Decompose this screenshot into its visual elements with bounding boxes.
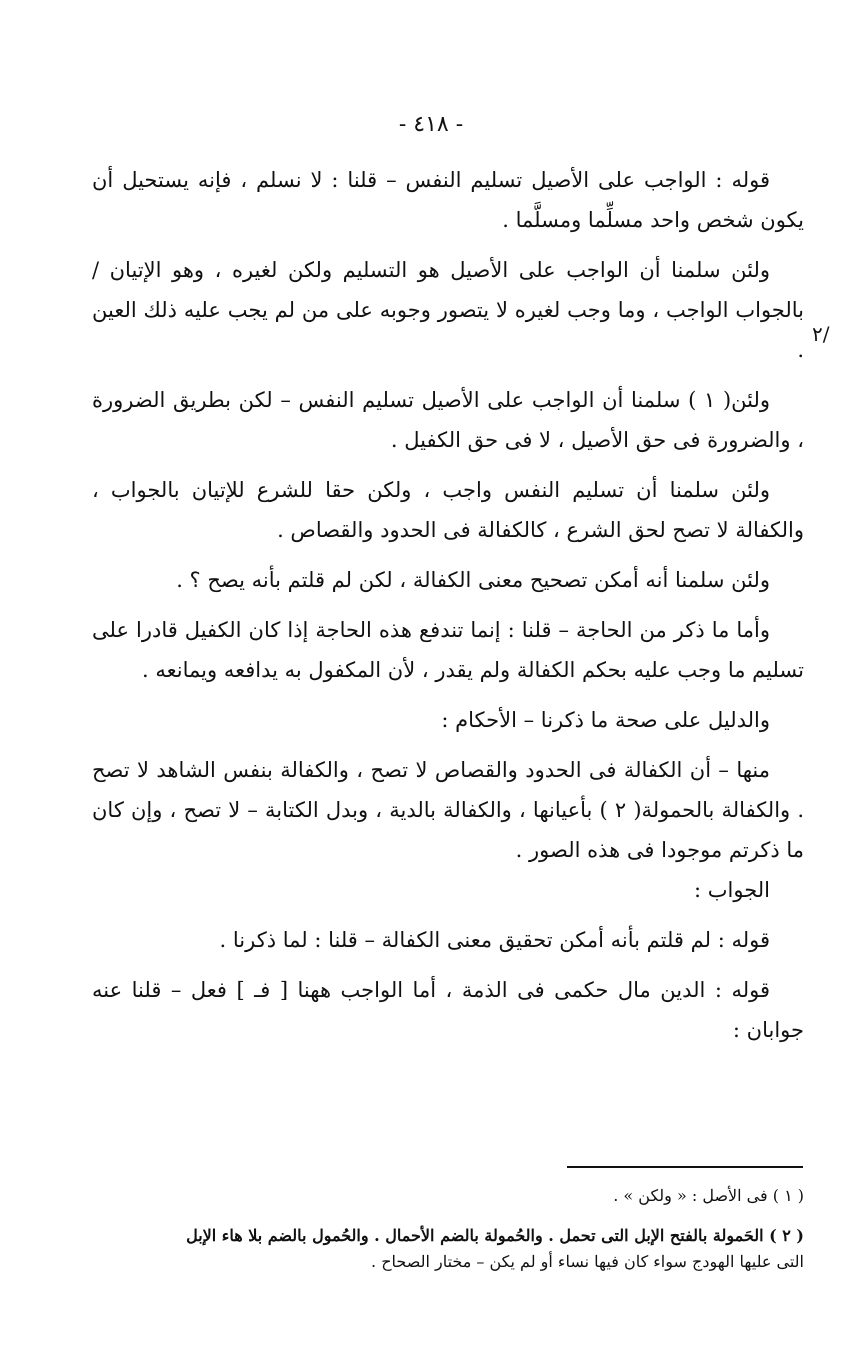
footnote-2-continuation: التى عليها الهودج سواء كان فيها نساء أو لم يكن – مختار الصحاح .: [371, 1252, 804, 1271]
paragraph: قوله : الواجب على الأصيل تسليم النفس – قلنا : لا نسلم ، فإنه يستحيل أن يكون شخص واحد مسلِّما ومسلَّما .: [92, 168, 804, 232]
main-text: [92, 160, 804, 1060]
margin-folio-note: ٢/: [812, 322, 830, 346]
paragraph: ولئن سلمنا أن تسليم النفس واجب ، ولكن حقا للشرع للإتيان بالجواب ، والكفالة لا تصح لحق الشرع ، كالكفالة فى الحدود والقصاص .: [92, 478, 804, 542]
footnotes: [92, 1183, 804, 1275]
page-number: - ٤١٨ -: [398, 112, 464, 137]
paragraph: منها – أن الكفالة فى الحدود والقصاص لا تصح ، والكفالة بنفس الشاهد لا تصح . والكفالة بالحمولة( ٢ ) بأعيانها ، والكفالة بالدية ، وبدل الكتابة – لا تصح ، وإن كان ما ذكرتم موجودا فى هذه الصور .: [92, 758, 804, 862]
paragraph: ولئن سلمنا أن الواجب على الأصيل هو التسليم ولكن لغيره ، وهو الإتيان / بالجواب الواجب ، وما وجب لغيره لا يتصور وجوبه على من لم يجب عليه ذلك العين .: [92, 258, 804, 362]
paragraph: ولئن( ١ ) سلمنا أن الواجب على الأصيل تسليم النفس – لكن بطريق الضرورة ، والضرورة فى حق الأصيل ، لا فى حق الكفيل .: [92, 388, 804, 452]
paragraph: ولئن سلمنا أنه أمكن تصحيح معنى الكفالة ، لكن لم قلتم بأنه يصح ؟ .: [176, 568, 770, 592]
paragraph: وأما ما ذكر من الحاجة – قلنا : إنما تندفع هذه الحاجة إذا كان الكفيل قادرا على تسليم ما وجب عليه بحكم الكفالة ولم يقدر ، لأن المكفول به يدافعه ويمانعه .: [92, 618, 804, 682]
paragraph-heading: الجواب :: [694, 878, 770, 902]
paragraph: قوله : الدين مال حكمى فى الذمة ، أما الواجب ههنا [ فـ ] فعل – قلنا عنه جوابان :: [92, 978, 804, 1042]
footnote-divider: [567, 1166, 803, 1168]
footnote-2: ( ٢ ) الحَمولة بالفتح الإبل التى تحمل . والحُمولة بالضم الأحمال . والحُمول بالضم بلا هاء الإبل: [186, 1226, 804, 1245]
paragraph: والدليل على صحة ما ذكرنا – الأحكام :: [441, 708, 770, 732]
paragraph: قوله : لم قلتم بأنه أمكن تحقيق معنى الكفالة – قلنا : لما ذكرنا .: [219, 928, 770, 952]
footnote-1: ( ١ ) فى الأصل : « ولكن » .: [613, 1186, 804, 1205]
